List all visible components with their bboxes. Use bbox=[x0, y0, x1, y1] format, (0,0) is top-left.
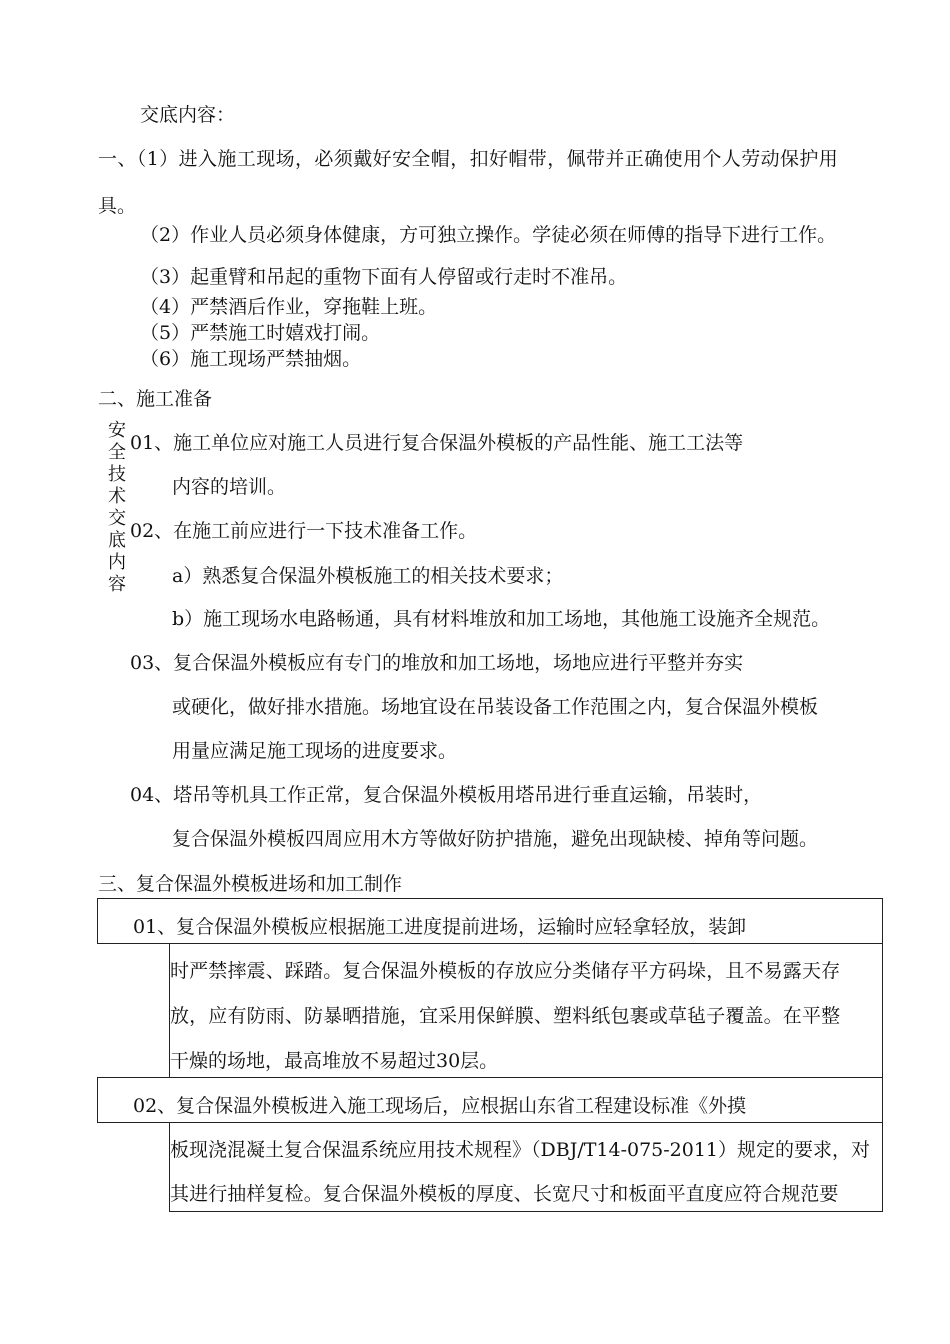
arrival-item-01-cont-1: 时严禁摔震、踩踏。复合保温外模板的存放应分类储存平方码垛，且不易露天存 bbox=[170, 960, 841, 982]
section-2-title: 二、施工准备 bbox=[98, 388, 213, 410]
arrival-item-01-cont-2: 放，应有防雨、防暴晒措施，宜采用保鲜膜、塑料纸包裹或草毡子覆盖。在平整 bbox=[170, 1005, 841, 1027]
side-label-char: 内 bbox=[108, 552, 126, 573]
side-label-char: 底 bbox=[108, 530, 126, 551]
section-3-title: 三、复合保温外模板进场和加工制作 bbox=[98, 873, 403, 895]
side-label-char: 术 bbox=[108, 486, 126, 507]
prep-item-02-a: a）熟悉复合保温外模板施工的相关技术要求； bbox=[172, 565, 564, 587]
arrival-item-01-cont-3: 干燥的场地，最高堆放不易超过30层。 bbox=[170, 1050, 499, 1072]
prep-item-02-b: b）施工现场水电路畅通，具有材料堆放和加工场地，其他施工设施齐全规范。 bbox=[172, 608, 831, 630]
arrival-item-02-cont-2: 其进行抽样复检。复合保温外模板的厚度、长宽尺寸和板面平直度应符合规范要 bbox=[170, 1183, 839, 1205]
prep-item-01: 01、施工单位应对施工人员进行复合保温外模板的产品性能、施工工法等 bbox=[130, 432, 744, 454]
side-label-vertical bbox=[106, 420, 128, 596]
side-label-char: 容 bbox=[108, 574, 126, 595]
side-label-char: 交 bbox=[108, 508, 126, 529]
arrival-item-01: 01、复合保温外模板应根据施工进度提前进场，运输时应轻拿轻放，装卸 bbox=[133, 916, 747, 938]
prep-item-02: 02、在施工前应进行一下技术准备工作。 bbox=[130, 520, 478, 542]
content-header: 交底内容： bbox=[140, 104, 236, 126]
safety-item-4: （4）严禁酒后作业，穿拖鞋上班。 bbox=[140, 296, 438, 318]
prep-item-01-cont: 内容的培训。 bbox=[172, 476, 287, 498]
prep-item-03-cont-2: 用量应满足施工现场的进度要求。 bbox=[172, 740, 458, 762]
arrival-item-02-cont-1: 板现浇混凝土复合保温系统应用技术规程》（DBJ/T14-075-2011）规定的要求，对 bbox=[170, 1139, 871, 1161]
safety-item-1-cont: 具。 bbox=[98, 195, 137, 217]
safety-item-6: （6）施工现场严禁抽烟。 bbox=[140, 348, 362, 370]
prep-item-03-cont-1: 或硬化，做好排水措施。场地宜设在吊装设备工作范围之内，复合保温外模板 bbox=[172, 696, 819, 718]
safety-item-3: （3）起重臂和吊起的重物下面有人停留或行走时不准吊。 bbox=[140, 266, 628, 288]
side-label-char: 技 bbox=[108, 464, 126, 485]
prep-item-04-cont: 复合保温外模板四周应用木方等做好防护措施，避免出现缺棱、掉角等问题。 bbox=[172, 828, 819, 850]
safety-item-5: （5）严禁施工时嬉戏打闹。 bbox=[140, 322, 381, 344]
prep-item-03: 03、复合保温外模板应有专门的堆放和加工场地，场地应进行平整并夯实 bbox=[130, 652, 744, 674]
side-label-char: 全 bbox=[108, 442, 126, 463]
prep-item-04: 04、塔吊等机具工作正常，复合保温外模板用塔吊进行垂直运输，吊装时， bbox=[130, 784, 763, 806]
side-label-char: 安 bbox=[108, 420, 126, 441]
safety-item-2: （2）作业人员必须身体健康，方可独立操作。学徒必须在师傅的指导下进行工作。 bbox=[140, 224, 837, 246]
arrival-item-02: 02、复合保温外模板进入施工现场后，应根据山东省工程建设标准《外摸 bbox=[133, 1095, 747, 1117]
safety-item-1: 一、（1）进入施工现场，必须戴好安全帽，扣好帽带，佩带并正确使用个人劳动保护用 bbox=[98, 148, 839, 170]
